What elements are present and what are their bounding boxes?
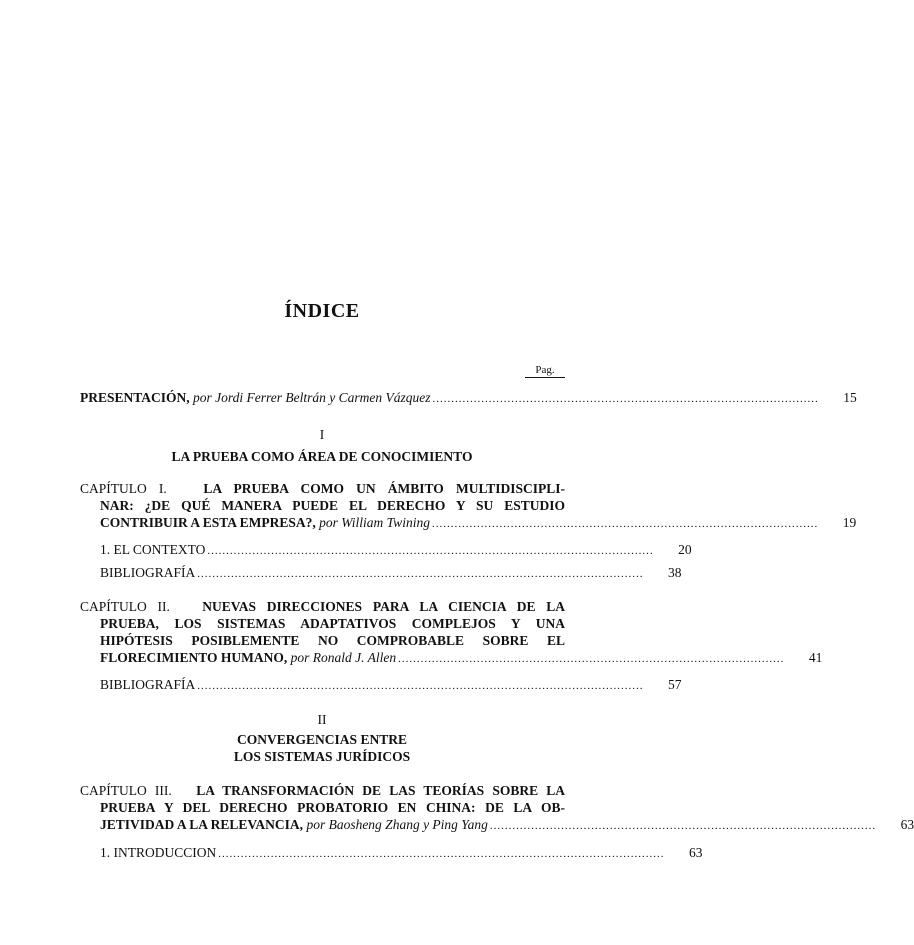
chapter-heading-line: CAPÍTULO III. LA TRANSFORMACIÓN DE LAS TEORÍAS SOBRE LA	[80, 783, 565, 798]
part-title: CONVERGENCIAS ENTRE	[237, 732, 407, 747]
entry-label: PRESENTACIÓN,	[80, 390, 190, 405]
chapter-heading-line: CONTRIBUIR A ESTA EMPRESA?,	[100, 515, 316, 530]
part-numeral: II	[317, 712, 327, 727]
toc-subentry[interactable]	[80, 564, 682, 583]
dot-leader: .......................................................................................................................	[218, 848, 665, 860]
toc-entry-capitulo-3[interactable]	[80, 782, 914, 835]
dot-leader: .......................................................................................................	[398, 653, 785, 665]
subentry-label: 1. EL CONTEXTO	[100, 542, 206, 557]
part-title: LOS SISTEMAS JURÍDICOS	[233, 749, 411, 764]
page-number: 63	[900, 817, 914, 832]
page-number: 57	[668, 677, 682, 692]
chapter-heading-line: CAPÍTULO I. LA PRUEBA COMO UN ÁMBITO MULTIDISCIPLI-	[80, 481, 566, 496]
part-title: LA PRUEBA COMO ÁREA DE CONOCIMIENTO	[171, 449, 473, 464]
page-number: 19	[842, 515, 857, 530]
chapter-heading-line: FLORECIMIENTO HUMANO,	[100, 650, 288, 665]
toc-entry-presentacion[interactable]	[80, 389, 857, 408]
toc-entry-capitulo-2[interactable]	[80, 598, 823, 668]
dot-leader: .......................................................................................................	[489, 820, 877, 832]
dot-leader: .......................................................................................................	[432, 393, 819, 405]
page-column-label: Pag.	[525, 364, 565, 378]
dot-leader: .......................................................................................................	[431, 518, 819, 530]
chapter-heading-line: NAR: ¿DE QUÉ MANERA PUEDE EL DERECHO Y SU ESTUDIO	[100, 498, 565, 513]
dot-leader: .......................................................................................................................	[197, 680, 644, 692]
toc-subentry[interactable]	[80, 676, 682, 695]
chapter-heading-line: JETIVIDAD A LA RELEVANCIA,	[100, 817, 304, 832]
chapter-heading-line: PRUEBA Y DEL DERECHO PROBATORIO EN CHINA: DE LA OB-	[100, 800, 565, 815]
entry-author: por Baosheng Zhang y Ping Yang	[306, 817, 488, 832]
part-numeral: I	[319, 427, 325, 442]
page-number: 41	[808, 650, 823, 665]
subentry-label: BIBLIOGRAFÍA	[100, 677, 196, 692]
subentry-label: 1. INTRODUCCION	[100, 845, 217, 860]
entry-author: por William Twining	[319, 515, 430, 530]
dot-leader: .......................................................................................................................	[207, 545, 654, 557]
chapter-heading-line: CAPÍTULO II. NUEVAS DIRECCIONES PARA LA CIENCIA DE LA	[80, 599, 565, 614]
page-number: 38	[668, 565, 682, 580]
page-title: ÍNDICE	[284, 300, 360, 322]
entry-author: por Ronald J. Allen	[290, 650, 397, 665]
toc-subentry[interactable]	[80, 844, 703, 863]
page-number: 20	[678, 542, 692, 557]
dot-leader: .......................................................................................................................	[197, 568, 644, 580]
toc-entry-capitulo-1[interactable]	[80, 480, 857, 533]
toc-subentry[interactable]	[80, 541, 692, 560]
chapter-heading-line: PRUEBA, LOS SISTEMAS ADAPTATIVOS COMPLEJOS Y UNA	[100, 616, 565, 631]
page-number: 63	[689, 845, 703, 860]
entry-author: por Jordi Ferrer Beltrán y Carmen Vázquez	[193, 390, 431, 405]
subentry-label: BIBLIOGRAFÍA	[100, 565, 196, 580]
chapter-heading-line: HIPÓTESIS POSIBLEMENTE NO COMPROBABLE SOBRE EL	[100, 633, 565, 648]
page-number: 15	[843, 390, 857, 405]
